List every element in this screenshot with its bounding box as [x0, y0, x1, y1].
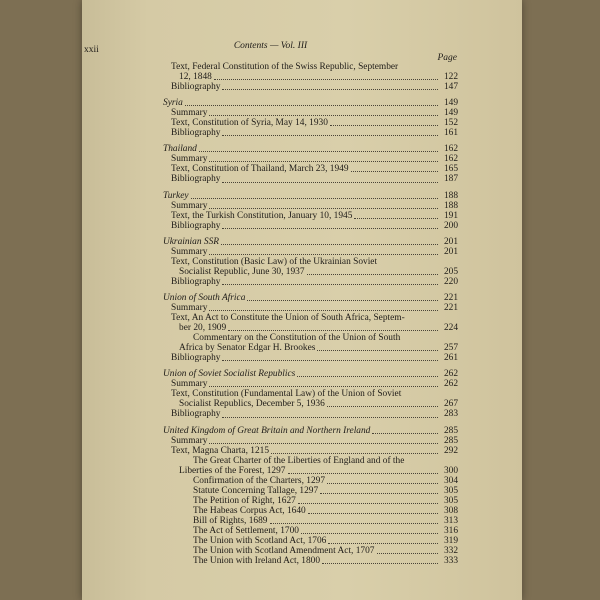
toc-entry-title: Summary	[171, 435, 208, 446]
toc-page-number: 224	[443, 323, 458, 334]
toc-entry-title: Summary	[171, 379, 208, 390]
toc-entry-title: The Union with Scotland Act, 1706	[193, 536, 327, 547]
toc-entry-title: Socialist Republic, June 30, 1937	[179, 266, 305, 277]
toc-page-number: 187	[443, 174, 458, 185]
toc-section-heading	[163, 191, 458, 201]
toc-entry	[163, 506, 458, 516]
dot-leader	[214, 79, 438, 80]
dot-leader	[222, 417, 438, 418]
dot-leader	[320, 493, 438, 494]
toc-entry-title: 12, 1848	[179, 72, 212, 83]
dot-leader	[221, 244, 438, 245]
toc-page-number: 161	[443, 128, 458, 139]
dot-leader	[327, 406, 438, 407]
page-column-label: Page	[437, 53, 457, 63]
toc-page-number: 162	[443, 154, 458, 165]
toc-entry-title: Summary	[171, 246, 208, 257]
dot-leader	[354, 218, 438, 219]
dot-leader	[209, 115, 438, 116]
toc-entry-title: Thailand	[163, 144, 197, 155]
toc-entry-title: Summary	[171, 108, 208, 119]
toc-page-number: 221	[443, 292, 458, 303]
toc-entry	[163, 257, 458, 267]
toc-section-heading	[163, 426, 458, 436]
dot-leader	[308, 513, 438, 514]
dot-leader	[209, 254, 438, 255]
toc-entry	[163, 486, 458, 496]
dot-leader	[222, 135, 438, 136]
dot-leader	[288, 473, 439, 474]
toc-entry-title: Text, Constitution (Fundamental Law) of the Union of Soviet	[171, 389, 402, 400]
toc-page-number: 122	[443, 72, 458, 83]
toc-page-number: 262	[443, 379, 458, 390]
toc-page-number: 308	[443, 505, 458, 516]
toc-entry	[163, 108, 458, 118]
toc-page-number: 200	[443, 220, 458, 231]
toc-page-number: 188	[443, 200, 458, 211]
toc-entry-title: The Union with Ireland Act, 1800	[193, 556, 321, 567]
toc-entry-title: Bibliography	[171, 353, 221, 364]
toc-entry	[163, 164, 458, 174]
toc-page-number: 283	[443, 409, 458, 420]
toc-entry-title: The Habeas Corpus Act, 1640	[193, 505, 306, 516]
dot-leader	[222, 228, 438, 229]
dot-leader	[222, 284, 438, 285]
toc-page-number: 162	[443, 144, 458, 155]
toc-entry-title: Text, Federal Constitution of the Swiss Republic, September	[171, 62, 399, 72]
toc-entry-title: Turkey	[163, 190, 189, 201]
toc-entry-title: The Great Charter of the Liberties of England and of the	[193, 455, 405, 466]
dot-leader	[222, 182, 438, 183]
toc-entry	[163, 446, 458, 456]
toc-page-number: 201	[443, 236, 458, 247]
toc-entry-title: The Union with Scotland Amendment Act, 1707	[193, 546, 375, 557]
dot-leader	[372, 433, 438, 434]
toc-entry-title: Liberties of the Forest, 1297	[179, 465, 286, 476]
toc-page-number: 257	[443, 343, 458, 354]
toc-page-number: 292	[443, 445, 458, 456]
toc-entry	[163, 456, 458, 466]
toc-entry-title: Bibliography	[171, 82, 221, 93]
toc-entry	[163, 496, 458, 506]
toc-page-number: 220	[443, 276, 458, 287]
dot-leader	[301, 533, 438, 534]
toc-entry-title: Summary	[171, 154, 208, 165]
toc-entry	[163, 247, 458, 257]
toc-entry	[163, 516, 458, 526]
toc-entry	[163, 353, 458, 363]
dot-leader	[328, 543, 438, 544]
dot-leader	[222, 89, 438, 90]
toc-page-number: 267	[443, 399, 458, 410]
toc-section-heading	[163, 369, 458, 379]
toc-entry	[163, 201, 458, 211]
toc-page-number: 152	[443, 118, 458, 129]
toc-page-number: 149	[443, 108, 458, 119]
toc-entry	[163, 536, 458, 546]
dot-leader	[209, 208, 438, 209]
toc-entry	[163, 389, 458, 399]
toc-section-heading	[163, 293, 458, 303]
toc-entry-title: United Kingdom of Great Britain and Northern Ireland	[163, 425, 371, 436]
toc-entry-title: Summary	[171, 302, 208, 313]
toc-page-number: 304	[443, 475, 458, 486]
toc-entry-title: Syria	[163, 98, 183, 109]
toc-entry	[163, 526, 458, 536]
dot-leader	[298, 503, 438, 504]
toc-entry	[163, 399, 458, 409]
toc-page-number: 205	[443, 266, 458, 277]
dot-leader	[222, 360, 438, 361]
toc-section-heading	[163, 98, 458, 108]
toc-page-number: 221	[443, 302, 458, 313]
toc-entry-title: Text, Constitution of Thailand, March 23, 1949	[171, 164, 349, 175]
toc-page-number: 305	[443, 495, 458, 506]
dot-leader	[322, 563, 438, 564]
toc-entry-title: Text, Constitution of Syria, May 14, 1930	[171, 118, 328, 129]
dot-leader	[307, 274, 438, 275]
toc-page-number: 285	[443, 435, 458, 446]
toc-entry-title: Bibliography	[171, 220, 221, 231]
toc-entry-title: Bibliography	[171, 174, 221, 185]
toc-page-number: 191	[443, 210, 458, 221]
toc-entry	[163, 303, 458, 313]
toc-page-number: 316	[443, 525, 458, 536]
toc-entry-title: The Petition of Right, 1627	[193, 495, 296, 506]
toc-page-number: 300	[443, 465, 458, 476]
toc-page-number: 262	[443, 369, 458, 380]
toc-page-number: 319	[443, 536, 458, 547]
toc-page-number: 305	[443, 485, 458, 496]
toc-entry	[163, 267, 458, 277]
toc-entry-title: Bill of Rights, 1689	[193, 515, 268, 526]
toc-entry-title: Summary	[171, 200, 208, 211]
dot-leader	[228, 330, 438, 331]
toc-entry	[163, 436, 458, 446]
dot-leader	[247, 300, 438, 301]
dot-leader	[191, 198, 438, 199]
toc-entry	[163, 118, 458, 128]
dot-leader	[209, 310, 438, 311]
toc-entry-title: Africa by Senator Edgar H. Brookes	[179, 343, 316, 354]
contents-list	[163, 62, 458, 566]
toc-page-number: 147	[443, 82, 458, 93]
toc-page-number: 149	[443, 98, 458, 109]
toc-page-number: 261	[443, 353, 458, 364]
toc-entry	[163, 379, 458, 389]
dot-leader	[351, 171, 438, 172]
toc-entry	[163, 333, 458, 343]
toc-entry	[163, 221, 458, 231]
toc-entry	[163, 313, 458, 323]
toc-entry	[163, 546, 458, 556]
toc-entry-title: Ukrainian SSR	[163, 236, 219, 247]
toc-entry	[163, 323, 458, 333]
toc-page-number: 332	[443, 546, 458, 557]
toc-entry	[163, 174, 458, 184]
toc-entry	[163, 154, 458, 164]
dot-leader	[209, 161, 438, 162]
dot-leader	[377, 553, 439, 554]
dot-leader	[185, 105, 438, 106]
toc-entry-title: Confirmation of the Charters, 1297	[193, 475, 326, 486]
dot-leader	[199, 151, 438, 152]
toc-entry	[163, 466, 458, 476]
toc-entry-title: The Act of Settlement, 1700	[193, 525, 299, 536]
toc-entry	[163, 62, 458, 72]
toc-entry-title: Bibliography	[171, 276, 221, 287]
running-head: Contents — Vol. III	[233, 41, 308, 51]
toc-page-number: 188	[443, 190, 458, 201]
toc-entry	[163, 82, 458, 92]
toc-section-heading	[163, 237, 458, 247]
dot-leader	[297, 376, 438, 377]
toc-entry-title: Text, An Act to Constitute the Union of South Africa, Septem-	[171, 313, 405, 324]
toc-page-number: 285	[443, 425, 458, 436]
toc-page-number: 333	[443, 556, 458, 567]
folio-number: xxii	[84, 45, 99, 55]
toc-entry-title: Text, Constitution (Basic Law) of the Ukrainian Soviet	[171, 256, 378, 267]
dot-leader	[270, 523, 439, 524]
toc-entry-title: Union of South Africa	[163, 292, 246, 303]
toc-entry-title: Bibliography	[171, 409, 221, 420]
toc-entry	[163, 211, 458, 221]
toc-page-number: 313	[443, 515, 458, 526]
toc-entry-title: Union of Soviet Socialist Republics	[163, 369, 296, 380]
toc-entry-title: Bibliography	[171, 128, 221, 139]
toc-entry	[163, 476, 458, 486]
dot-leader	[327, 483, 438, 484]
toc-entry-title: Socialist Republics, December 5, 1936	[179, 399, 325, 410]
toc-entry	[163, 128, 458, 138]
toc-page-number: 201	[443, 246, 458, 257]
toc-page-number: 165	[443, 164, 458, 175]
toc-section-heading	[163, 144, 458, 154]
toc-entry	[163, 343, 458, 353]
dot-leader	[209, 443, 438, 444]
toc-entry	[163, 277, 458, 287]
toc-entry-title: Text, Magna Charta, 1215	[171, 445, 270, 456]
toc-entry	[163, 72, 458, 82]
toc-entry	[163, 409, 458, 419]
dot-leader	[330, 125, 438, 126]
dot-leader	[317, 350, 438, 351]
dot-leader	[209, 386, 438, 387]
toc-entry	[163, 556, 458, 566]
toc-entry-title: Text, the Turkish Constitution, January 10, 1945	[171, 210, 353, 221]
toc-entry-title: ber 20, 1909	[179, 323, 227, 334]
toc-entry-title: Commentary on the Constitution of the Union of South	[193, 333, 401, 344]
dot-leader	[271, 453, 438, 454]
toc-entry-title: Statute Concerning Tallage, 1297	[193, 485, 319, 496]
page-header	[84, 41, 457, 63]
